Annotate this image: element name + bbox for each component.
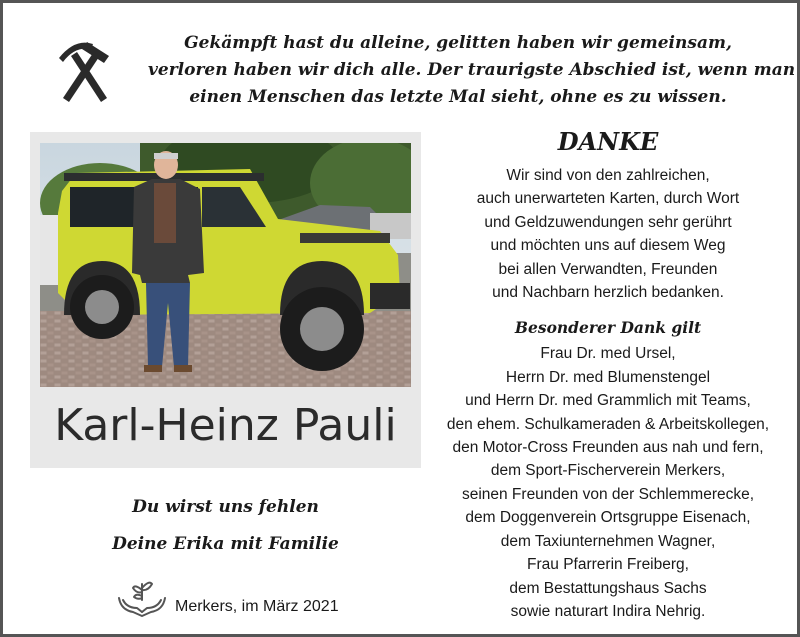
- thanks-line: und Nachbarn herzlich bedanken.: [492, 284, 724, 302]
- special-thanks-line: Frau Dr. med Ursel,: [540, 345, 676, 363]
- motto-line: verloren haben wir dich alle. Der traurigste Abschied ist, wenn man: [148, 60, 796, 80]
- motto-verse: [148, 30, 796, 111]
- special-thanks-line: Herrn Dr. med Blumenstengel: [505, 368, 711, 386]
- motto-line: einen Menschen das letzte Mal sieht, ohne es zu wissen.: [189, 87, 727, 107]
- special-thanks-line: dem Doggenverein Ortsgruppe Eisenach,: [465, 509, 751, 527]
- special-thanks-line: den ehem. Schulkameraden & Arbeitskollegen,: [446, 415, 770, 433]
- special-thanks-line: seinen Freunden von der Schlemmerecke,: [461, 485, 755, 503]
- special-thanks-line: Frau Pfarrerin Freiberg,: [527, 556, 689, 574]
- thanks-line: und möchten uns auf diesem Weg: [490, 237, 726, 255]
- motto-line: Gekämpft hast du alleine, gelitten haben wir gemeinsam,: [184, 33, 732, 53]
- special-thanks-line: dem Taxiunternehmen Wagner,: [500, 532, 716, 550]
- place-and-date: Merkers, im März 2021: [175, 598, 339, 615]
- special-thanks-list: [428, 342, 788, 623]
- thanks-line: Wir sind von den zahlreichen,: [506, 167, 710, 184]
- special-thanks-line: dem Bestattungshaus Sachs: [509, 579, 707, 597]
- thanks-heading: DANKE: [557, 127, 659, 156]
- hammer-and-pick-icon: [53, 36, 123, 106]
- thanks-text: [428, 164, 788, 304]
- special-thanks-line: sowie naturart Indira Nehrig.: [510, 602, 706, 620]
- deceased-name: Karl-Heinz Pauli: [54, 400, 397, 451]
- family-signature: Deine Erika mit Familie: [112, 534, 339, 554]
- thanks-line: auch unerwarteten Karten, durch Wort: [476, 190, 740, 208]
- portrait-photo: [40, 143, 411, 387]
- farewell-line: Du wirst uns fehlen: [132, 497, 319, 517]
- thanks-line: bei allen Verwandten, Freunden: [498, 260, 718, 278]
- praying-hands-icon: [115, 578, 169, 618]
- special-thanks-heading: Besonderer Dank gilt: [514, 318, 702, 338]
- thanks-column: [428, 126, 788, 623]
- thanks-line: und Geldzuwendungen sehr gerührt: [484, 213, 732, 231]
- photo-panel: [30, 132, 421, 468]
- special-thanks-line: und Herrn Dr. med Grammlich mit Teams,: [465, 392, 751, 410]
- special-thanks-line: dem Sport-Fischerverein Merkers,: [490, 462, 726, 480]
- special-thanks-line: den Motor-Cross Freunden aus nah und fern,: [452, 439, 764, 457]
